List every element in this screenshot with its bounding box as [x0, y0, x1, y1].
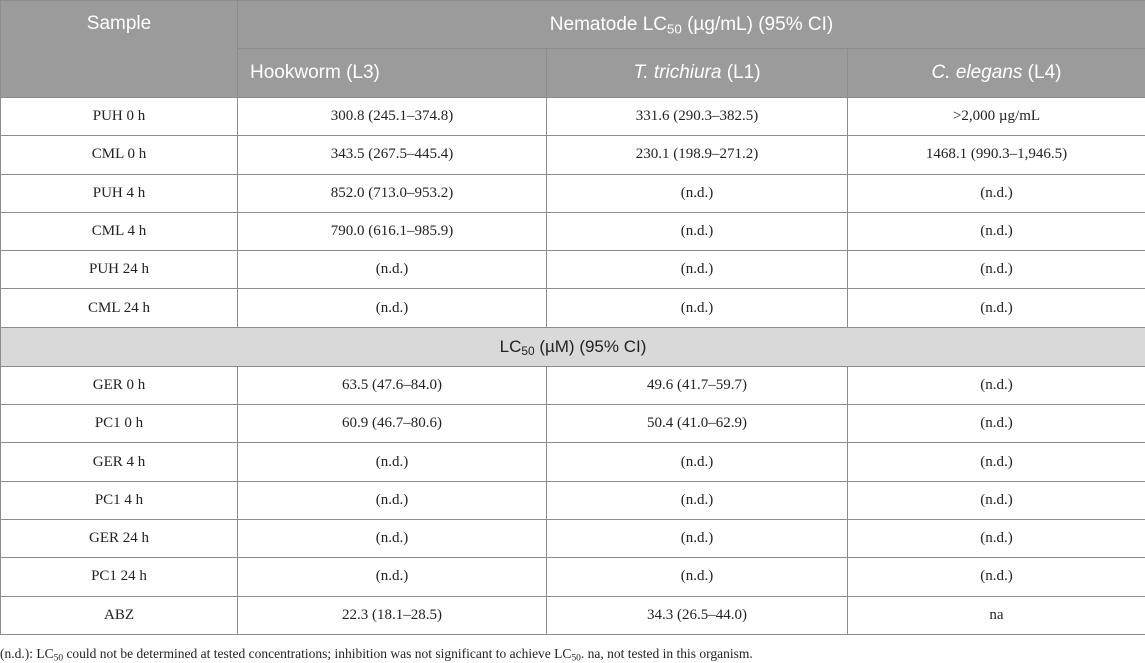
elegans-cell: 1468.1 (990.3–1,946.5) [848, 136, 1145, 174]
trichiura-cell: 34.3 (26.5–44.0) [547, 596, 848, 634]
footnote-part2: could not be determined at tested concentrations; inhibition was not significant to achieve LC [63, 646, 571, 661]
table-row [1, 405, 1145, 443]
trichiura-cell: 230.1 (198.9–271.2) [547, 136, 848, 174]
sample-column-header [1, 1, 238, 98]
sample-cell: CML 0 h [1, 136, 238, 174]
sample-cell: GER 24 h [1, 519, 238, 557]
trichiura-cell: 49.6 (41.7–59.7) [547, 366, 848, 404]
trichiura-cell: (n.d.) [547, 558, 848, 596]
footnote-subscript-2: 50 [571, 653, 580, 663]
trichiura-cell: 331.6 (290.3–382.5) [547, 98, 848, 136]
section-header-prefix: LC [500, 337, 522, 356]
trichiura-cell: (n.d.) [547, 212, 848, 250]
elegans-cell: (n.d.) [848, 443, 1145, 481]
trichiura-header-stage: (L1) [721, 62, 760, 83]
hookworm-cell: (n.d.) [238, 558, 547, 596]
elegans-cell: (n.d.) [848, 405, 1145, 443]
section-header-cell [1, 327, 1145, 366]
elegans-cell: (n.d.) [848, 558, 1145, 596]
sample-cell: PUH 0 h [1, 98, 238, 136]
header-row-top [1, 1, 1145, 49]
trichiura-cell: (n.d.) [547, 289, 848, 327]
group-header-subscript: 50 [667, 21, 682, 36]
trichiura-header-species: T. trichiura [633, 62, 721, 83]
elegans-cell: (n.d.) [848, 251, 1145, 289]
trichiura-cell: 50.4 (41.0–62.9) [547, 405, 848, 443]
group-header-suffix: (µg/mL) (95% CI) [682, 14, 833, 35]
hookworm-cell: 852.0 (713.0–953.2) [238, 174, 547, 212]
hookworm-cell: (n.d.) [238, 443, 547, 481]
table-section-compounds [1, 327, 1145, 366]
section-header-suffix: (µM) (95% CI) [535, 337, 647, 356]
table-row [1, 212, 1145, 250]
sample-cell: PUH 24 h [1, 251, 238, 289]
table-row [1, 136, 1145, 174]
elegans-header-species: C. elegans [932, 62, 1023, 83]
table-body-extracts [1, 98, 1145, 328]
trichiura-column-header [547, 49, 848, 98]
sample-cell: CML 24 h [1, 289, 238, 327]
trichiura-cell: (n.d.) [547, 443, 848, 481]
table-row [1, 558, 1145, 596]
trichiura-cell: (n.d.) [547, 174, 848, 212]
sample-cell: GER 0 h [1, 366, 238, 404]
trichiura-cell: (n.d.) [547, 251, 848, 289]
hookworm-header-label: Hookworm (L3) [250, 62, 380, 83]
hookworm-cell: 22.3 (18.1–28.5) [238, 596, 547, 634]
elegans-column-header [848, 49, 1145, 98]
elegans-cell: >2,000 µg/mL [848, 98, 1145, 136]
hookworm-cell: 790.0 (616.1–985.9) [238, 212, 547, 250]
section-header-row [1, 327, 1145, 366]
elegans-header-stage: (L4) [1022, 62, 1061, 83]
sample-cell: PUH 4 h [1, 174, 238, 212]
footnote-subscript-1: 50 [54, 653, 63, 663]
elegans-cell: (n.d.) [848, 519, 1145, 557]
hookworm-cell: (n.d.) [238, 481, 547, 519]
hookworm-cell: 63.5 (47.6–84.0) [238, 366, 547, 404]
hookworm-cell: 300.8 (245.1–374.8) [238, 98, 547, 136]
nematode-group-header [238, 1, 1145, 49]
elegans-cell: (n.d.) [848, 366, 1145, 404]
sample-cell: ABZ [1, 596, 238, 634]
footnote-part1: (n.d.): LC [0, 646, 54, 661]
elegans-cell: (n.d.) [848, 174, 1145, 212]
footnote-part3: . na, not tested in this organism. [581, 646, 753, 661]
table-row [1, 596, 1145, 634]
table-row [1, 481, 1145, 519]
table-footnote [0, 646, 753, 662]
hookworm-cell: (n.d.) [238, 289, 547, 327]
elegans-cell: (n.d.) [848, 289, 1145, 327]
table-row [1, 174, 1145, 212]
group-header-prefix: Nematode LC [550, 14, 667, 35]
table-row [1, 519, 1145, 557]
table-row [1, 443, 1145, 481]
sample-cell: GER 4 h [1, 443, 238, 481]
hookworm-cell: 60.9 (46.7–80.6) [238, 405, 547, 443]
table-body-compounds [1, 366, 1145, 634]
trichiura-cell: (n.d.) [547, 481, 848, 519]
sample-cell: PC1 0 h [1, 405, 238, 443]
sample-cell: CML 4 h [1, 212, 238, 250]
hookworm-cell: (n.d.) [238, 519, 547, 557]
table-row [1, 366, 1145, 404]
trichiura-cell: (n.d.) [547, 519, 848, 557]
table-row [1, 289, 1145, 327]
elegans-cell: (n.d.) [848, 212, 1145, 250]
sample-cell: PC1 24 h [1, 558, 238, 596]
hookworm-column-header [238, 49, 547, 98]
elegans-cell: na [848, 596, 1145, 634]
sample-cell: PC1 4 h [1, 481, 238, 519]
hookworm-cell: 343.5 (267.5–445.4) [238, 136, 547, 174]
table-header [1, 1, 1145, 98]
sample-header-label: Sample [87, 13, 151, 34]
elegans-cell: (n.d.) [848, 481, 1145, 519]
hookworm-cell: (n.d.) [238, 251, 547, 289]
table-row [1, 98, 1145, 136]
table-row [1, 251, 1145, 289]
section-header-subscript: 50 [521, 344, 534, 358]
